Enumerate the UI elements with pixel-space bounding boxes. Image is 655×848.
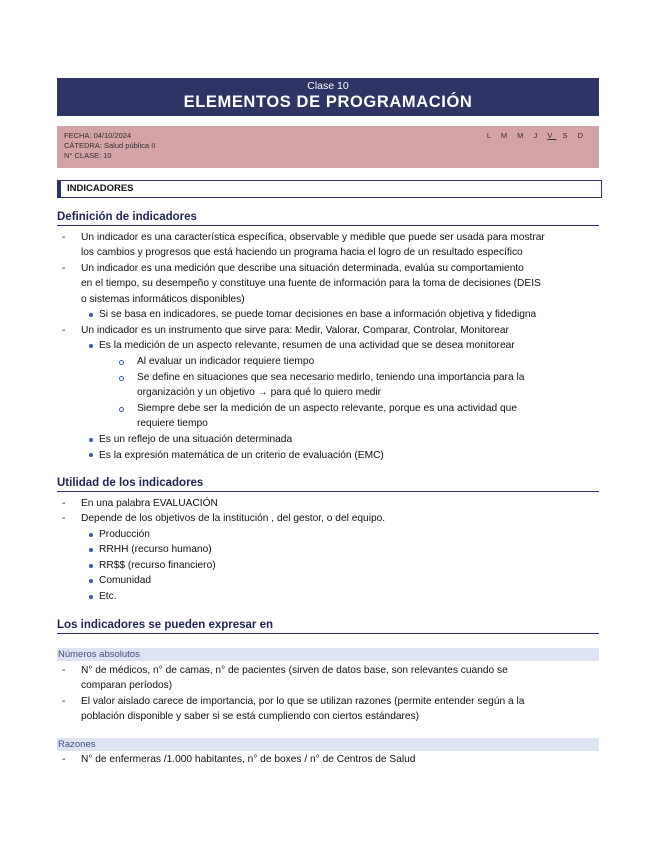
bullet-dot	[89, 579, 93, 583]
dash-bullet: -	[62, 325, 66, 336]
day-m2: M	[517, 131, 528, 140]
absolutos-item-1-cont: comparan períodos)	[81, 680, 173, 691]
absolutos-item-2-cont: población disponible y saber si se está cumpliendo con ciertos estándares)	[81, 711, 420, 722]
bullet-dot	[89, 453, 93, 457]
day-d: D	[577, 131, 587, 140]
dash-bullet: -	[62, 263, 66, 274]
section-label: INDICADORES	[67, 183, 134, 194]
weekday-selector	[487, 131, 587, 141]
heading-utilidad: Utilidad de los indicadores	[57, 476, 599, 492]
subheading-label: Razones	[58, 739, 96, 750]
definicion-item-1-cont: los cambios y progresos que está haciendo un programa hacia el logro de un resultado específico	[81, 247, 523, 258]
day-j: J	[533, 131, 542, 140]
absolutos-item-2: El valor aislado carece de importancia, por lo que se utilizan razones (permite entender según a la	[81, 696, 525, 707]
definicion-item-3-sub-1-c: Siempre debe ser la medición de un aspecto relevante, porque es una actividad que	[137, 403, 518, 414]
subheading-label: Números absolutos	[58, 649, 140, 660]
class-number: Clase 10	[307, 80, 349, 92]
definicion-item-3-sub-2: Es un reflejo de una situación determinada	[99, 434, 293, 445]
definicion-item-3: Un indicador es un instrumento que sirve para: Medir, Valorar, Comparar, Controlar, Monitorear	[81, 325, 509, 336]
bullet-ring	[119, 360, 124, 365]
utilidad-item-2: Depende de los objetivos de la institución , del gestor, o del equipo.	[81, 513, 386, 524]
utilidad-subitem: Producción	[99, 529, 150, 540]
utilidad-subitem: RRHH (recurso humano)	[99, 544, 212, 555]
definicion-item-2-cont: en el tiempo, su desempeño y constituye una fuente de información para la toma de decisiones (DEIS	[81, 278, 541, 289]
page-title: ELEMENTOS DE PROGRAMACIÓN	[183, 93, 473, 111]
definicion-item-3-sub-3: Es la expresión matemática de un criterio de evaluación (EMC)	[99, 450, 384, 461]
bullet-dot	[89, 438, 93, 442]
day-s: S	[562, 131, 572, 140]
day-l: L	[486, 131, 495, 140]
day-v-selected: V	[547, 131, 557, 140]
dash-bullet: -	[62, 696, 66, 707]
utilidad-subitem: Etc.	[99, 591, 117, 602]
title-banner	[57, 78, 599, 116]
utilidad-item-1: En una palabra EVALUACIÓN	[81, 498, 218, 509]
dash-bullet: -	[62, 498, 66, 509]
dash-bullet: -	[62, 665, 66, 676]
heading-expresar: Los indicadores se pueden expresar en	[57, 618, 599, 634]
bullet-dot	[89, 313, 93, 317]
bullet-dot	[89, 564, 93, 568]
bullet-dot	[89, 533, 93, 537]
bullet-dot	[89, 595, 93, 599]
class-info-box	[57, 126, 599, 168]
date-label: FECHA: 04/10/2024	[64, 131, 132, 140]
bullet-dot	[89, 548, 93, 552]
dash-bullet: -	[62, 232, 66, 243]
definicion-item-3-sub-1-a: Al evaluar un indicador requiere tiempo	[137, 356, 315, 367]
heading-definicion: Definición de indicadores	[57, 210, 599, 226]
subheading-numeros-absolutos	[57, 648, 599, 661]
definicion-item-3-sub-1-c-cont: requiere tiempo	[137, 418, 208, 429]
definicion-item-2-sub: Si se basa en indicadores, se puede tomar decisiones en base a información objetiva y fidedigna	[99, 309, 537, 320]
bullet-ring	[119, 376, 124, 381]
subheading-razones	[57, 738, 599, 751]
section-indicadores	[57, 180, 602, 198]
definicion-item-3-sub-1: Es la medición de un aspecto relevante, resumen de una actividad que se desea monitorear	[99, 340, 515, 351]
definicion-item-1: Un indicador es una característica específica, observable y medible que puede ser usada para mostrar	[81, 232, 545, 243]
razones-item-1: N° de enfermeras /1.000 habitantes, n° de boxes / n° de Centros de Salud	[81, 754, 416, 765]
utilidad-subitem: RR$$ (recurso financiero)	[99, 560, 216, 571]
dash-bullet: -	[62, 754, 66, 765]
utilidad-subitem: Comunidad	[99, 575, 152, 586]
definicion-item-3-sub-1-b: Se define en situaciones que sea necesario medirlo, teniendo una importancia para la	[137, 372, 525, 383]
definicion-item-2: Un indicador es una medición que describe una situación determinada, evalúa su comportamiento	[81, 263, 524, 274]
class-number-label: N° CLASE: 10	[64, 151, 112, 160]
bullet-ring	[119, 407, 124, 412]
dash-bullet: -	[62, 513, 66, 524]
definicion-item-3-sub-1-b-cont: organización y un objetivo → para qué lo quiero medir	[137, 387, 382, 398]
day-m1: M	[500, 131, 512, 140]
absolutos-item-1: N° de médicos, n° de camas, n° de pacientes (sirven de datos base, son relevantes cuando se	[81, 665, 508, 676]
course-label: CÁTEDRA: Salud pública II	[64, 141, 156, 150]
definicion-item-2-cont2: o sistemas informáticos disponibles)	[81, 294, 245, 305]
bullet-dot	[89, 344, 93, 348]
